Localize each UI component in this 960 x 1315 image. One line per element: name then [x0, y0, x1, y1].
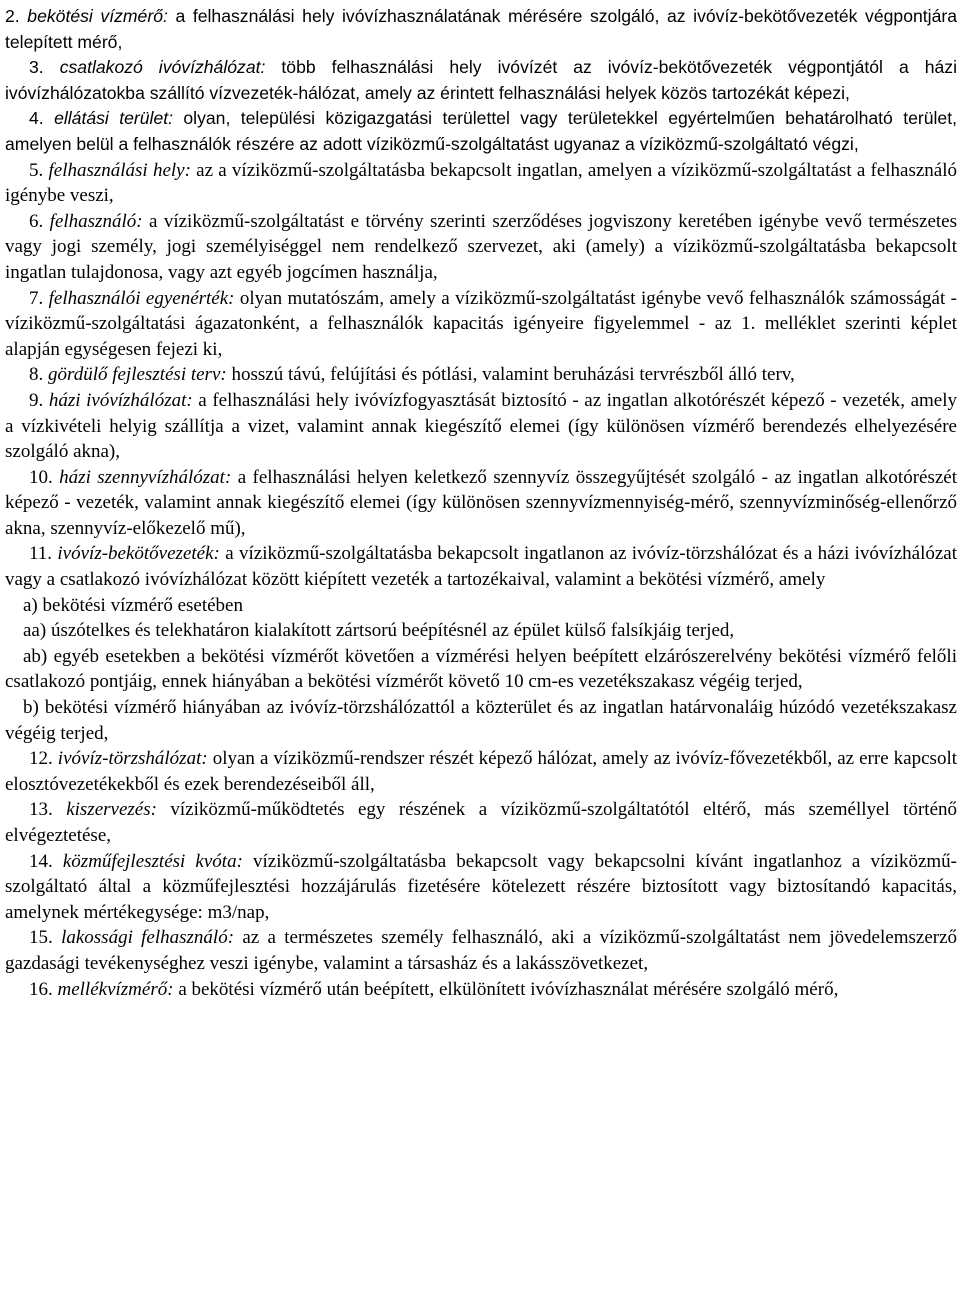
definition-text: víziközmű-működtetés egy részének a víziközmű-szolgáltatótól eltérő, más személlyel történő elvégeztetése,	[5, 799, 957, 846]
item-number: 13.	[29, 799, 53, 821]
subpoint-ab	[5, 644, 957, 695]
definition-13	[5, 797, 957, 848]
definition-text: hosszú távú, felújítási és pótlási, valamint beruházási tervrészből álló terv,	[226, 364, 795, 386]
definition-text: a felhasználási hely ivóvízhasználatának mérésére szolgáló, az ivóvíz-bekötővezeték végpontjára telepített mérő,	[5, 6, 957, 52]
subpoint-label: a)	[23, 594, 38, 616]
definition-10	[5, 465, 957, 542]
item-number: 2.	[5, 6, 20, 26]
subpoint-text: úszótelkes és telekhatáron kialakított zártsorú beépítésnél az épület külső falsíkjáig terjed,	[46, 620, 735, 642]
definition-16	[5, 977, 957, 1003]
defined-term: házi szennyvízhálózat:	[59, 466, 232, 488]
defined-term: kiszervezés:	[66, 799, 157, 821]
definition-text: olyan, települési közigazgatási területtel vagy területekkel egyértelműen behatárolható terület, amelyen belül a felhasználók részére az adott víziközmű-szolgáltatást ugyanaz a víziközmű-szolgáltató végzi,	[5, 108, 957, 154]
defined-term: házi ivóvízhálózat:	[48, 389, 193, 411]
definition-text: a víziközmű-szolgáltatást e törvény szerinti szerződéses jogviszony keretében igénybe vevő természetes vagy jogi személy, jogi személyiséggel nem rendelkező szervezet, aki (amely) a víziközmű-szolgáltatásba bekapcsolt ingatlan tulajdonosa, vagy azt egyéb jogcímen használja,	[5, 210, 957, 283]
defined-term: felhasználói egyenérték:	[48, 287, 235, 309]
subpoint-aa	[5, 618, 957, 644]
definition-text: a felhasználási hely ivóvízfogyasztását biztosító - az ingatlan alkotórészét képező - vezeték, amely a vízkivételi helyig szállítja a vizet, valamint annak kiegészítő elemei (így különösen vízmérő berendezés elhelyezésére szolgáló akna),	[5, 389, 957, 463]
subpoint-a	[5, 593, 957, 619]
defined-term: felhasználó:	[49, 210, 143, 232]
definition-11	[5, 541, 957, 592]
definition-text: a felhasználási helyen keletkező szennyvíz összegyűjtését szolgáló - az ingatlan alkotórészét képező - vezeték, valamint annak kiegészítő elemei (így különösen szennyvízmennyiség-mérő, szennyvízminőség-ellenőrző akna, szennyvíz-előkezelő mű),	[5, 466, 958, 539]
definition-6	[5, 209, 957, 286]
item-number: 8.	[29, 364, 44, 386]
item-number: 6.	[29, 210, 44, 232]
definition-8	[5, 362, 957, 388]
defined-term: mellékvízmérő:	[57, 978, 174, 1000]
defined-term: bekötési vízmérő:	[27, 6, 168, 26]
definition-14	[5, 849, 957, 926]
definition-5	[5, 158, 957, 209]
defined-term: gördülő fejlesztési terv:	[48, 364, 227, 386]
item-number: 15.	[29, 927, 53, 949]
subpoint-label: aa)	[23, 620, 47, 642]
item-number: 14.	[29, 850, 53, 872]
definition-12	[5, 746, 957, 797]
definition-text: az a víziközmű-szolgáltatásba bekapcsolt ingatlan, amelyen a víziközmű-szolgáltatást a felhasználó igénybe veszi,	[5, 159, 958, 207]
item-number: 3.	[29, 57, 44, 78]
item-number: 5.	[29, 159, 44, 181]
definition-text: olyan a víziközmű-rendszer részét képező hálózat, amely az ivóvíz-fővezetékből, az erre kapcsolt elosztóvezetékekből és ezek berendezéseiből áll,	[5, 748, 957, 795]
item-number: 7.	[29, 287, 44, 309]
item-number: 9.	[29, 389, 44, 411]
definition-4	[5, 106, 957, 157]
definition-text: a bekötési vízmérő után beépített, elkülönített ivóvízhasználat mérésére szolgáló mérő,	[173, 978, 839, 1000]
definition-2	[5, 4, 957, 55]
definition-text: az a természetes személy felhasználó, aki a víziközmű-szolgáltatást nem jövedelemszerző gazdasági tevékenységhez veszi igénybe, valamint a társasház és a lakásszövetkezet,	[5, 927, 958, 974]
subpoint-text: egyéb esetekben a bekötési vízmérőt követően a vízmérési helyen beépített elzárószerelvény bekötési vízmérő felőli csatlakozó pontjáig, ennek hiányában a bekötési vízmérőt követő 10 cm-es vezetékszakasz végéig terjed,	[5, 645, 957, 693]
defined-term: ivóvíz-bekötővezeték:	[57, 543, 220, 565]
item-number: 4.	[29, 108, 44, 129]
defined-term: ivóvíz-törzshálózat:	[57, 748, 208, 770]
definition-15	[5, 925, 957, 976]
subpoint-text: bekötési vízmérő hiányában az ivóvíz-törzshálózattól a közterület és az ingatlan határvonaláig húzódó vezetékszakasz végéig terjed,	[5, 697, 957, 744]
item-number: 11.	[29, 543, 53, 565]
definition-text: több felhasználási hely ivóvízét az ivóvíz-bekötővezeték végpontjától a házi ivóvízhálózatokba szállító vízvezeték-hálózat, amely az érintett felhasználási helyek közös tartozékát képezi,	[5, 57, 958, 103]
subpoint-label: b)	[23, 697, 39, 719]
defined-term: közműfejlesztési kvóta:	[62, 850, 243, 872]
subpoint-label: ab)	[23, 645, 48, 667]
item-number: 12.	[29, 748, 53, 770]
definition-text: víziközmű-szolgáltatásba bekapcsolt vagy bekapcsolni kívánt ingatlanhoz a víziközmű-szolgáltató által a közműfejlesztési hozzájárulás fizetésére kötelezett részére biztosított vagy biztosítandó kapacitás, amelynek mértékegysége: m3/nap,	[5, 850, 958, 923]
subpoint-text: bekötési vízmérő esetében	[37, 594, 243, 616]
definition-text: a víziközmű-szolgáltatásba bekapcsolt ingatlanon az ivóvíz-törzshálózat és a házi ivóvízhálózat vagy a csatlakozó ivóvízhálózat között kiépített vezeték a tartozékaival, valamint a bekötési vízmérő, amely	[5, 543, 957, 591]
item-number: 10.	[29, 466, 53, 488]
definition-3	[5, 55, 957, 106]
definition-7	[5, 286, 957, 363]
definition-text: olyan mutatószám, amely a víziközmű-szolgáltatást igénybe vevő felhasználók számosságát - víziközmű-szolgáltatási ágazatonként, a felhasználók kapacitás igényeire figyelemmel - az 1. melléklet szerinti képlet alapján egységesen fejezi ki,	[5, 287, 957, 360]
item-number: 16.	[29, 978, 53, 1000]
defined-term: felhasználási hely:	[48, 159, 191, 181]
definition-9	[5, 388, 957, 465]
subpoint-b	[5, 695, 957, 746]
defined-term: ellátási terület:	[54, 108, 174, 129]
defined-term: csatlakozó ivóvízhálózat:	[59, 57, 266, 78]
defined-term: lakossági felhasználó:	[61, 927, 235, 949]
